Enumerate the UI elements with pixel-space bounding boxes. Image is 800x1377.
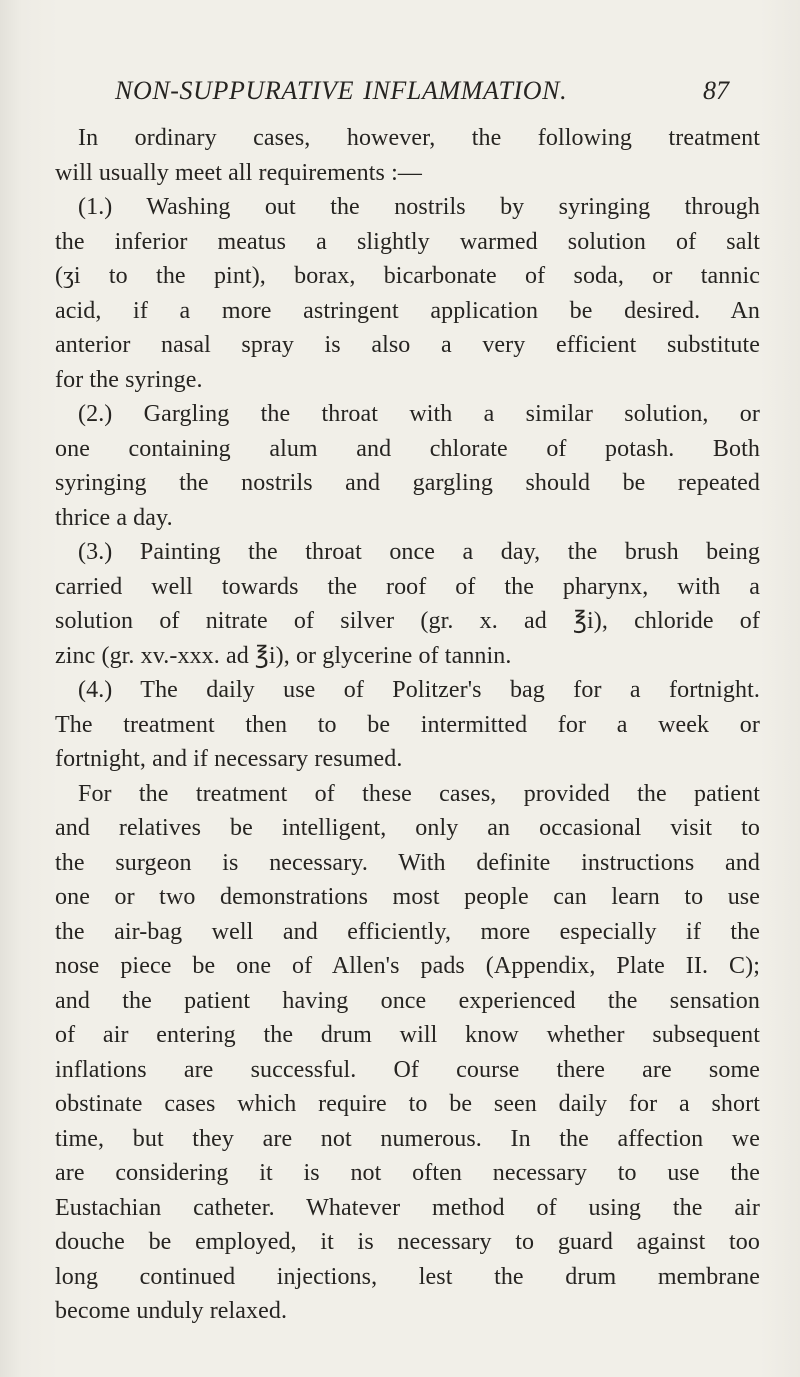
text-line: In ordinary cases, however, the following treatment <box>78 125 760 151</box>
body-text <box>55 121 760 1329</box>
text-line: (1.) Washing out the nostrils by syringing through <box>78 194 760 220</box>
text-line: time, but they are not numerous. In the affection we <box>55 1125 760 1152</box>
running-title: NON-SUPPURATIVE INFLAMMATION. <box>115 76 568 105</box>
text-line: the inferior meatus a slightly warmed solution of salt <box>55 228 760 255</box>
text-line: (ʒi to the pint), borax, bicarbonate of soda, or tannic <box>55 263 760 289</box>
text-line: fortnight, and if necessary resumed. <box>55 746 403 772</box>
text-line: (2.) Gargling the throat with a similar solution, or <box>78 401 760 427</box>
text-line: will usually meet all requirements :— <box>55 159 422 186</box>
text-line: syringing the nostrils and gargling should be repeated <box>55 470 760 496</box>
text-line: douche be employed, it is necessary to guard against too <box>55 1229 760 1255</box>
text-line: one or two demonstrations most people can learn to use <box>55 884 760 910</box>
text-line: obstinate cases which require to be seen daily for a short <box>55 1091 760 1117</box>
text-line: zinc (gr. xv.-xxx. ad ℥i), or glycerine of tannin. <box>55 642 512 669</box>
text-line: inflations are successful. Of course there are some <box>55 1056 760 1083</box>
text-line: for the syringe. <box>55 366 203 393</box>
text-line: carried well towards the roof of the pharynx, with a <box>55 573 760 600</box>
text-line: of air entering the drum will know whether subsequent <box>55 1022 760 1048</box>
text-line: (3.) Painting the throat once a day, the brush being <box>78 539 760 565</box>
text-line: (4.) The daily use of Politzer's bag for a fortnight. <box>78 677 760 703</box>
text-line: one containing alum and chlorate of potash. Both <box>55 435 760 462</box>
text-line: the surgeon is necessary. With definite instructions and <box>55 849 760 876</box>
text-line: Eustachian catheter. Whatever method of using the air <box>55 1194 760 1221</box>
page-header <box>0 72 800 106</box>
text-line: For the treatment of these cases, provided the patient <box>78 780 760 807</box>
text-line: are considering it is not often necessary to use the <box>55 1160 760 1186</box>
text-line: solution of nitrate of silver (gr. x. ad ℥i), chloride of <box>55 608 760 634</box>
text-line: acid, if a more astringent application be desired. An <box>55 297 760 324</box>
text-line: the air-bag well and efficiently, more especially if the <box>55 918 760 945</box>
text-line: and the patient having once experienced the sensation <box>55 987 760 1014</box>
text-line: anterior nasal spray is also a very efficient substitute <box>55 332 760 358</box>
text-line: The treatment then to be intermitted for a week or <box>55 711 760 738</box>
text-line: and relatives be intelligent, only an occasional visit to <box>55 815 760 841</box>
text-line: long continued injections, lest the drum membrane <box>55 1263 760 1290</box>
text-line: become unduly relaxed. <box>55 1298 288 1324</box>
page-number: 87 <box>703 76 729 105</box>
text-line: nose piece be one of Allen's pads (Appendix, Plate II. C); <box>55 953 760 979</box>
text-line: thrice a day. <box>55 504 173 531</box>
